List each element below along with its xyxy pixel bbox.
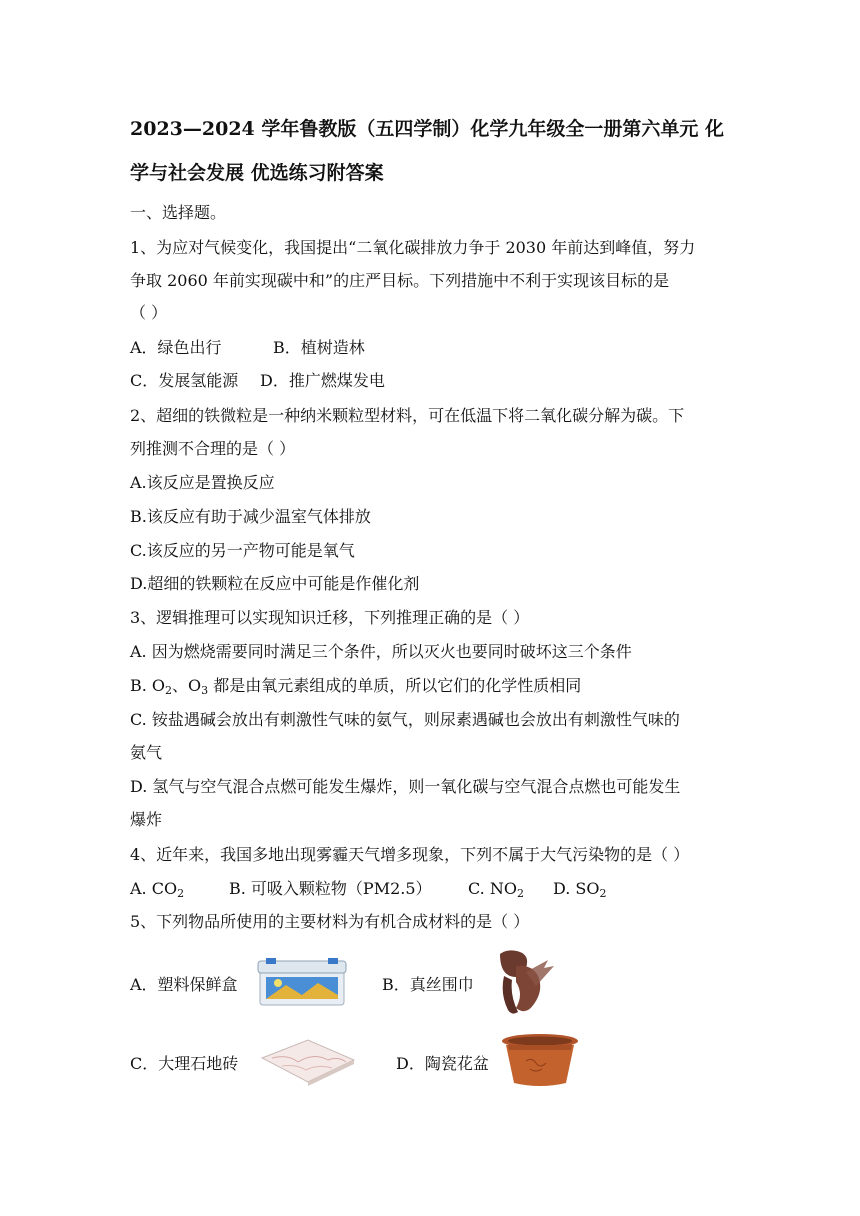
q3-option-c-line-1: C. 铵盐遇碱会放出有刺激性气味的氨气，则尿素遇碱也会放出有刺激性气味的 bbox=[130, 710, 680, 729]
q4-option-a: A. $CO_2$ bbox=[130, 879, 185, 900]
section-heading: 一、选择题。 bbox=[130, 203, 227, 222]
q2-option-d: D.超细的铁颗粒在反应中可能是作催化剂 bbox=[130, 574, 420, 593]
q3-option-d-line-1: D. 氢气与空气混合点燃可能发生爆炸，则一氧化碳与空气混合点燃也可能发生 bbox=[130, 777, 681, 796]
q1-stem-line-2: 争取 2060 年前实现碳中和”的庄严目标。下列措施中不利于实现该目标的是 bbox=[130, 271, 670, 290]
q1-stem-line-3: （ ） bbox=[130, 303, 168, 322]
q1-options-row-2 bbox=[130, 371, 530, 391]
ceramic-flowerpot-image bbox=[500, 1033, 580, 1089]
q5-option-a: A．塑料保鲜盒 bbox=[130, 975, 238, 994]
q3-option-c-line-2: 氨气 bbox=[130, 743, 163, 762]
q4-options-row bbox=[130, 879, 630, 899]
q5-stem: 5、下列物品所使用的主要材料为有机合成材料的是（ ） bbox=[130, 912, 530, 931]
marble-tile-image bbox=[258, 1036, 358, 1086]
q1-option-a: A．绿色出行 bbox=[130, 338, 222, 357]
plastic-container-image bbox=[256, 955, 350, 1007]
q3-option-a: A. 因为燃烧需要同时满足三个条件，所以灭火也要同时破坏这三个条件 bbox=[130, 642, 632, 661]
q2-option-a: A.该反应是置换反应 bbox=[130, 473, 275, 492]
document-title-line-2: 学与社会发展 优选练习附答案 bbox=[130, 162, 384, 184]
q1-option-d: D．推广燃煤发电 bbox=[260, 371, 385, 390]
q5-option-c: C．大理石地砖 bbox=[130, 1054, 239, 1073]
q1-option-c: C．发展氢能源 bbox=[130, 371, 239, 390]
document-title-line-1: 2023—2024 学年鲁教版（五四学制）化学九年级全一册第六单元 化 bbox=[130, 118, 724, 140]
q4-option-d: D. $SO_2$ bbox=[553, 879, 607, 900]
silk-scarf-image bbox=[486, 946, 558, 1020]
q4-stem: 4、近年来，我国多地出现雾霾天气增多现象，下列不属于大气污染物的是（ ） bbox=[130, 845, 690, 864]
q2-option-b: B.该反应有助于减少温室气体排放 bbox=[130, 507, 371, 526]
q1-options-row-1 bbox=[130, 338, 530, 358]
q2-option-c: C.该反应的另一产物可能是氧气 bbox=[130, 541, 355, 560]
q3-stem: 3、逻辑推理可以实现知识迁移，下列推理正确的是（ ） bbox=[130, 608, 530, 627]
q2-stem-line-1: 2、超细的铁微粒是一种纳米颗粒型材料，可在低温下将二氧化碳分解为碳。下 bbox=[130, 406, 685, 425]
q4-option-b: B. 可吸入颗粒物（PM2.5） bbox=[229, 879, 432, 898]
q5-option-d: D．陶瓷花盆 bbox=[396, 1054, 489, 1073]
q5-option-b: B．真丝围巾 bbox=[382, 975, 474, 994]
q1-option-b: B．植树造林 bbox=[273, 338, 365, 357]
q2-stem-line-2: 列推测不合理的是（ ） bbox=[130, 439, 296, 458]
q3-option-b: B. $O_2$、$O_3$ 都是由氧元素组成的单质，所以它们的化学性质相同 bbox=[130, 676, 582, 697]
q1-stem-line-1: 1、为应对气候变化，我国提出“二氧化碳排放力争于 2030 年前达到峰值，努力 bbox=[130, 238, 696, 257]
q4-option-c: C. $NO_2$ bbox=[468, 879, 524, 900]
q3-option-d-line-2: 爆炸 bbox=[130, 810, 163, 829]
